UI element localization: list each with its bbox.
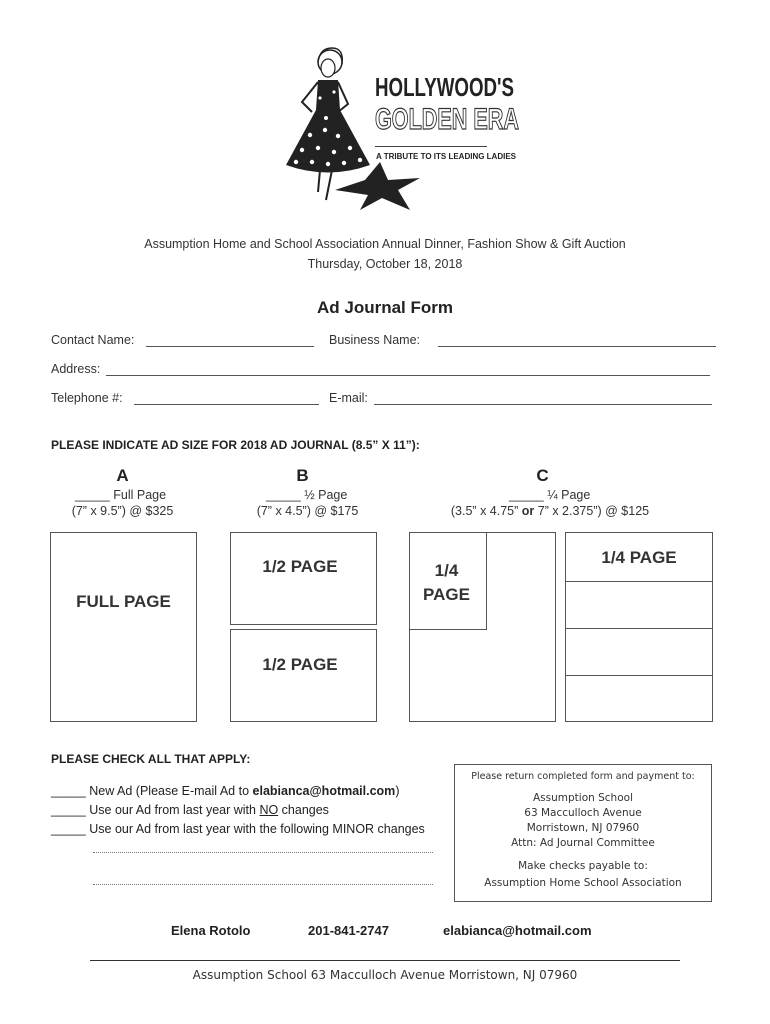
- business-name-label: Business Name:: [329, 333, 421, 347]
- size-c-detail-post: 7” x 2.375”) @ $125: [534, 504, 650, 518]
- contact-email[interactable]: elabianca@hotmail.com: [443, 923, 592, 938]
- half-page-top-box: [230, 532, 377, 625]
- size-c-letter: C: [536, 466, 549, 485]
- minor-changes-line-2[interactable]: [93, 884, 433, 885]
- quarter-horizontal-slot-3: [565, 628, 713, 676]
- minor-changes-text: Use our Ad from last year with the following MINOR changes: [85, 822, 425, 836]
- half-page-bottom-box: [230, 629, 377, 722]
- size-b-detail: (7” x 4.5”) @ $175: [256, 504, 359, 518]
- last-year-text-post: changes: [278, 803, 329, 817]
- email-field[interactable]: [374, 404, 712, 405]
- new-ad-text-pre: New Ad (Please E-mail Ad to: [85, 784, 253, 798]
- minor-changes-option[interactable]: [51, 822, 425, 836]
- telephone-field[interactable]: [134, 404, 319, 405]
- size-b-letter: B: [296, 466, 309, 485]
- return-line-3: Morristown, NJ 07960: [526, 822, 640, 834]
- size-c-blank[interactable]: _____: [509, 488, 544, 502]
- size-b-blank[interactable]: _____: [266, 488, 301, 502]
- new-ad-text-post: ): [395, 784, 400, 798]
- full-page-box: [50, 532, 197, 722]
- logo-tagline: A TRIBUTE TO ITS LEADING LADIES: [376, 152, 517, 161]
- last-year-no: NO: [259, 803, 279, 817]
- business-name-field[interactable]: [438, 346, 716, 347]
- event-title: Assumption Home and School Association Annual Dinner, Fashion Show & Gift Auction: [144, 237, 626, 251]
- footer-divider: [90, 960, 680, 961]
- minor-changes-blank[interactable]: _____: [51, 822, 86, 836]
- minor-changes-line-1[interactable]: [93, 852, 433, 853]
- logo-title-line-2: GOLDEN ERA: [375, 103, 520, 136]
- footer-address: Assumption School 63 Macculloch Avenue Morristown, NJ 07960: [192, 968, 578, 982]
- half-page-top-label: 1/2 PAGE: [262, 557, 338, 576]
- quarter-horizontal-slot-2: [565, 581, 713, 629]
- new-ad-email[interactable]: elabianca@hotmail.com: [252, 784, 396, 798]
- size-a-detail: (7” x 9.5”) @ $325: [71, 504, 174, 518]
- size-a-name: Full Page: [113, 488, 167, 502]
- size-c-detail: [420, 504, 680, 518]
- size-c-detail-or: or: [521, 504, 535, 518]
- event-date: Thursday, October 18, 2018: [307, 257, 463, 271]
- last-year-option[interactable]: [51, 803, 329, 817]
- quarter-vertical-label-2: PAGE: [423, 585, 470, 604]
- ad-size-heading: PLEASE INDICATE AD SIZE FOR 2018 AD JOURNAL (8.5” X 11”):: [51, 438, 420, 452]
- email-label: E-mail:: [329, 391, 368, 405]
- logo-title-line-1: HOLLYWOOD'S: [375, 72, 514, 102]
- check-heading: PLEASE CHECK ALL THAT APPLY:: [51, 752, 251, 766]
- logo-divider: [375, 146, 487, 147]
- address-label: Address:: [51, 362, 101, 376]
- checks-payable-heading: Make checks payable to:: [518, 860, 648, 872]
- quarter-vertical-label-1: 1/4: [434, 561, 459, 580]
- full-page-label: FULL PAGE: [76, 592, 171, 611]
- size-b-option[interactable]: [266, 488, 347, 502]
- quarter-horizontal-label: 1/4 PAGE: [601, 548, 677, 567]
- new-ad-option[interactable]: [51, 784, 399, 798]
- contact-person: Elena Rotolo: [171, 923, 251, 938]
- contact-name-label: Contact Name:: [51, 333, 135, 347]
- new-ad-blank[interactable]: _____: [51, 784, 86, 798]
- size-b-name: ½ Page: [304, 488, 348, 502]
- return-heading: Please return completed form and payment to:: [471, 771, 695, 782]
- size-a-blank[interactable]: _____: [75, 488, 110, 502]
- telephone-label: Telephone #:: [51, 391, 123, 405]
- address-field[interactable]: [106, 375, 710, 376]
- return-line-4: Attn: Ad Journal Committee: [511, 837, 655, 849]
- size-c-option[interactable]: [509, 488, 590, 502]
- last-year-blank[interactable]: _____: [51, 803, 86, 817]
- form-title: Ad Journal Form: [316, 298, 453, 317]
- last-year-text-pre: Use our Ad from last year with: [85, 803, 260, 817]
- quarter-vertical-box: [409, 532, 487, 630]
- contact-name-field[interactable]: [146, 346, 314, 347]
- size-a-option[interactable]: [75, 488, 166, 502]
- return-line-2: 63 Macculloch Avenue: [524, 807, 642, 819]
- return-line-1: Assumption School: [533, 792, 633, 804]
- size-a-letter: A: [116, 466, 129, 485]
- checks-payable-name: Assumption Home School Association: [484, 877, 682, 889]
- size-c-name: ¼ Page: [547, 488, 591, 502]
- contact-phone: 201-841-2747: [308, 923, 389, 938]
- size-c-detail-pre: (3.5” x 4.75”: [450, 504, 522, 518]
- half-page-bottom-label: 1/2 PAGE: [262, 655, 338, 674]
